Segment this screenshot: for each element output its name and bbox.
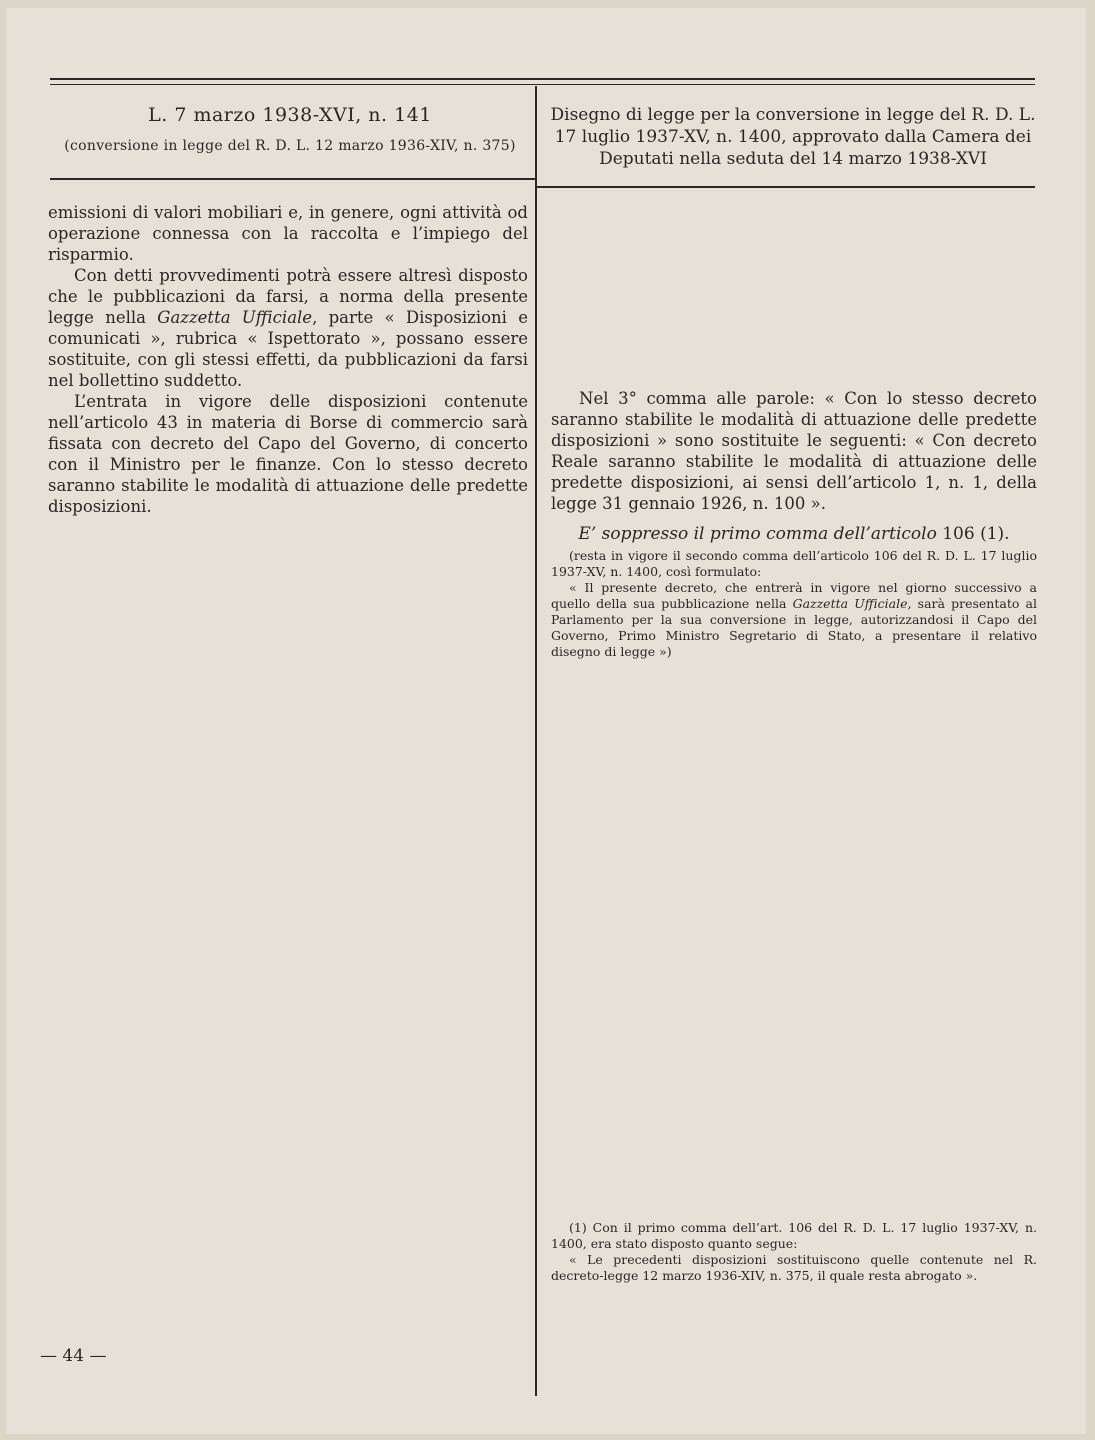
footnote-line-2: « Le precedenti disposizioni sostituiscono quelle contenute nel R. decreto-legge 12 marzo 1936-XIV, n. 375, il quale resta abrogato ». bbox=[551, 1252, 1037, 1283]
footnote-line-1: (1) Con il primo comma dell’art. 106 del R. D. L. 17 luglio 1937-XV, n. 1400, era stato disposto quanto segue: bbox=[551, 1220, 1037, 1251]
note-intro: (resta in vigore il secondo comma dell’articolo 106 del R. D. L. 17 luglio 1937-XV, n. 1400, così formulato: bbox=[551, 548, 1037, 579]
transitional-note bbox=[551, 548, 1037, 660]
header-bottom-rule-right bbox=[536, 186, 1035, 188]
soppresso-heading: E’ soppresso il primo comma dell’articolo 106 (1). bbox=[578, 524, 1010, 544]
top-rule-thin bbox=[50, 84, 1035, 85]
right-column-text bbox=[551, 388, 1037, 514]
left-paragraph-2: Con detti provvedimenti potrà essere altresì disposto che le pubblicazioni da farsi, a norma della presente legge nella Gazzetta Ufficiale, parte « Disposizioni e comunicati », rubrica « Ispettorato », possano essere sostituite, con gli stessi effetti, da pubblicazioni da farsi nel bollettino suddetto. bbox=[48, 266, 528, 390]
header-bottom-rule-left bbox=[50, 178, 536, 180]
right-header-title: Disegno di legge per la conversione in legge del R. D. L. 17 luglio 1937-XV, n. 1400, approvato dalla Camera dei Deputati nella seduta del 14 marzo 1938-XVI bbox=[550, 105, 1036, 169]
left-paragraph-1: emissioni di valori mobiliari e, in genere, ogni attività od operazione connessa con la raccolta e l’impiego del risparmio. bbox=[48, 203, 528, 264]
footnote bbox=[551, 1220, 1037, 1284]
column-divider bbox=[535, 86, 537, 1396]
left-paragraph-3: L’entrata in vigore delle disposizioni contenute nell’articolo 43 in materia di Borse di commercio sarà fissata con decreto del Capo del Governo, di concerto con il Ministro per le finanze. Con lo stesso decreto saranno stabilite le modalità di attuazione delle predette disposizioni. bbox=[48, 392, 528, 516]
page-number: — 44 — bbox=[40, 1346, 107, 1366]
left-column-text bbox=[48, 202, 528, 517]
left-header-subtitle: (conversione in legge del R. D. L. 12 marzo 1936-XIV, n. 375) bbox=[64, 138, 516, 154]
note-quote: « Il presente decreto, che entrerà in vigore nel giorno successivo a quello della sua pubblicazione nella Gazzetta Ufficiale, sarà presentato al Parlamento per la sua conversione in legge, autorizzandosi il Capo del Governo, Primo Ministro Segretario di Stato, a presentare il relativo disegno di legge ») bbox=[551, 580, 1038, 659]
top-rule bbox=[50, 78, 1035, 80]
left-header-title: L. 7 marzo 1938-XVI, n. 141 bbox=[148, 104, 432, 126]
right-paragraph-1: Nel 3° comma alle parole: « Con lo stesso decreto saranno stabilite le modalità di attuazione delle predette disposizioni » sono sostituite le seguenti: « Con decreto Reale saranno stabilite le modalità di attuazione delle predette disposizioni, ai sensi dell’articolo 1, n. 1, della legge 31 gennaio 1926, n. 100 ». bbox=[551, 389, 1037, 513]
